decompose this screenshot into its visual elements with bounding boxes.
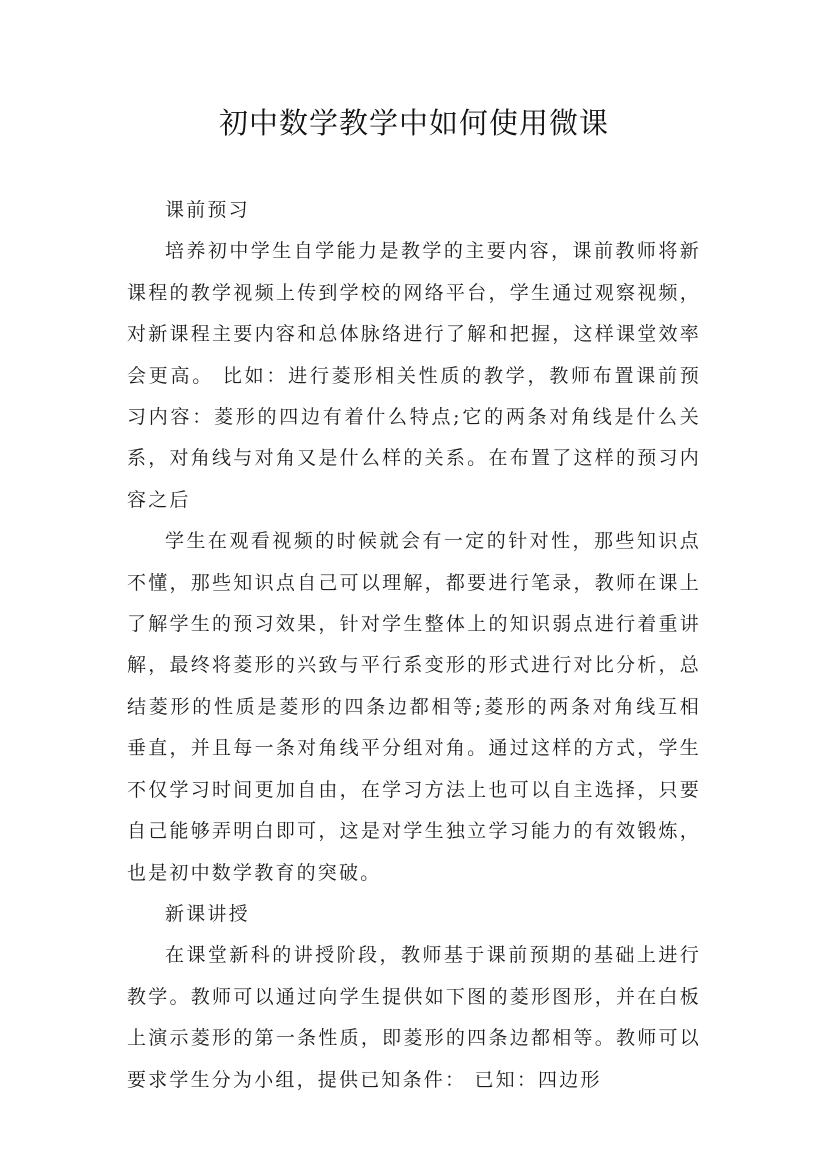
document-title: 初中数学教学中如何使用微课 [218, 106, 609, 140]
section-heading-preview: 课前预习 [165, 199, 250, 221]
section-heading-new-lesson: 新课讲授 [165, 902, 250, 925]
paragraph: 在课堂新科的讲授阶段，教师基于课前预期的基础上进行教学。教师可以通过向学生提供如下图的菱形图形，并在白板上演示菱形的第一条性质，即菱形的四条边都相等。教师可以要求学生分为小组，提供已知条件： 已知：四边形 [127, 944, 701, 1091]
paragraph: 学生在观看视频的时候就会有一定的针对性，那些知识点不懂，那些知识点自己可以理解，都要进行笔录，教师在课上了解学生的预习效果，针对学生整体上的知识弱点进行着重讲解，最终将菱形的兴致与平行系变形的形式进行对比分析，总结菱形的性质是菱形的四条边都相等;菱形的两条对角线互相垂直，并且每一条对角线平分组对角。通过这样的方式，学生不仅学习时间更加自由，在学习方法上也可以自主选择，只要自己能够弄明白即可，这是对学生独立学习能力的有效锻炼，也是初中数学教育的突破。 [127, 530, 701, 884]
document-body [127, 190, 701, 1101]
paragraph: 培养初中学生自学能力是教学的主要内容，课前教师将新课程的教学视频上传到学校的网络平台，学生通过观察视频，对新课程主要内容和总体脉络进行了解和把握，这样课堂效率会更高。 比如：进行菱形相关性质的教学，教师布置课前预习内容：菱形的四边有着什么特点;它的两条对角线是什么关系，对角线与对角又是什么样的关系。在布置了这样的预习内容之后 [127, 240, 701, 511]
